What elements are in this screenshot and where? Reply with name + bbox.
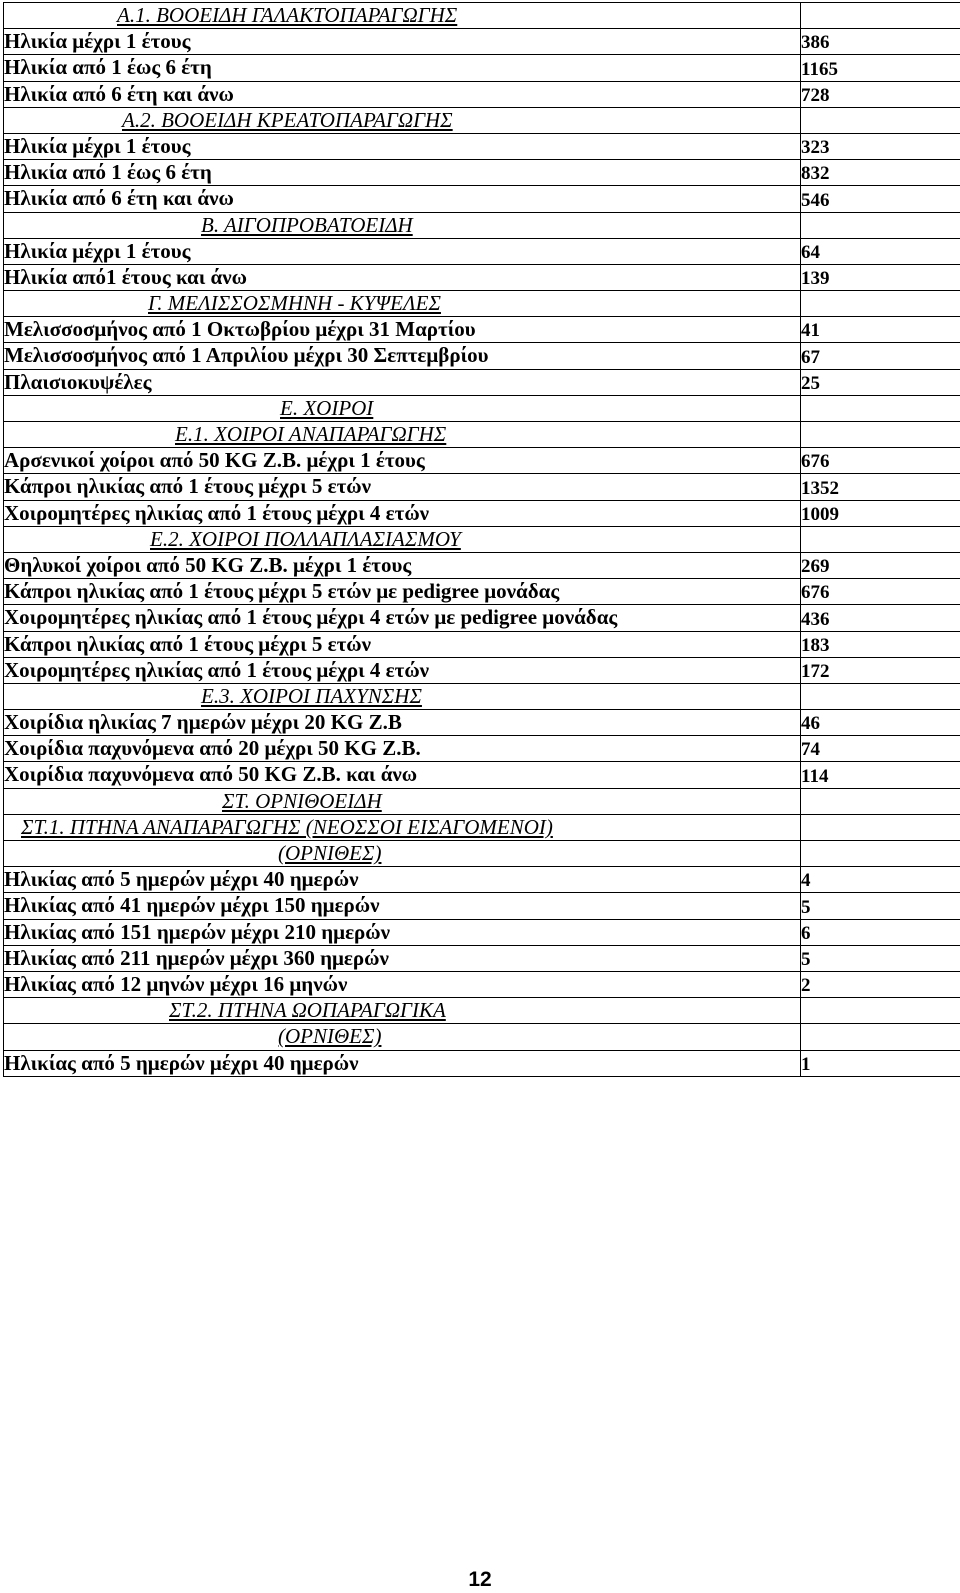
table-row: [4, 238, 960, 264]
row-label: Θηλυκοί χοίροι από 50 KG Ζ.Β. μέχρι 1 έτους: [4, 552, 801, 578]
table-row: [4, 762, 960, 788]
row-label: Ηλικία από 1 έως 6 έτη: [4, 160, 801, 186]
row-value: 5: [801, 893, 960, 919]
section-heading: Α.2. ΒΟΟΕΙΔΗ ΚΡΕΑΤΟΠΑΡΑΓΩΓΗΣ: [4, 107, 801, 133]
row-label: Ηλικίας από 151 ημερών μέχρι 210 ημερών: [4, 919, 801, 945]
row-label: Πλαισιοκυψέλες: [4, 369, 801, 395]
row-value: [801, 1024, 960, 1050]
row-value: 4: [801, 867, 960, 893]
section-row: [4, 3, 960, 29]
row-value: [801, 212, 960, 238]
row-label: Ηλικίας από 41 ημερών μέχρι 150 ημερών: [4, 893, 801, 919]
table-row: [4, 736, 960, 762]
table-row: [4, 55, 960, 81]
table-row: [4, 710, 960, 736]
section-row: [4, 526, 960, 552]
row-label: Ηλικία μέχρι 1 έτους: [4, 238, 801, 264]
row-value: [801, 422, 960, 448]
section-heading: Ε.3. ΧΟΙΡΟΙ ΠΑΧΥΝΣΗΣ: [4, 683, 801, 709]
row-value: [801, 841, 960, 867]
row-value: 6: [801, 919, 960, 945]
row-value: 25: [801, 369, 960, 395]
row-label: Αρσενικοί χοίροι από 50 KG Ζ.Β. μέχρι 1 έτους: [4, 448, 801, 474]
table-body: [4, 3, 960, 1077]
row-value: 269: [801, 552, 960, 578]
row-value: 114: [801, 762, 960, 788]
row-value: 41: [801, 317, 960, 343]
table-row: [4, 605, 960, 631]
row-label: Χοιρομητέρες ηλικίας από 1 έτους μέχρι 4 ετών με pedigree μονάδας: [4, 605, 801, 631]
row-value: 74: [801, 736, 960, 762]
section-heading: Β. ΑΙΓΟΠΡΟΒΑΤΟΕΙΔΗ: [4, 212, 801, 238]
section-heading: Ε. ΧΟΙΡΟΙ: [4, 395, 801, 421]
row-label: Κάπροι ηλικίας από 1 έτους μέχρι 5 ετών: [4, 474, 801, 500]
row-value: 139: [801, 264, 960, 290]
row-value: 546: [801, 186, 960, 212]
table-row: [4, 971, 960, 997]
row-value: [801, 291, 960, 317]
row-label: Κάπροι ηλικίας από 1 έτους μέχρι 5 ετών με pedigree μονάδας: [4, 579, 801, 605]
row-value: 172: [801, 657, 960, 683]
row-label: Ηλικίας από 5 ημερών μέχρι 40 ημερών: [4, 1050, 801, 1076]
section-row: [4, 841, 960, 867]
table-row: [4, 579, 960, 605]
row-label: Μελισσοσμήνος από 1 Απριλίου μέχρι 30 Σεπτεμβρίου: [4, 343, 801, 369]
section-heading: (ΟΡΝΙΘΕΣ): [4, 841, 801, 867]
row-label: Ηλικίας από 5 ημερών μέχρι 40 ημερών: [4, 867, 801, 893]
row-label: Ηλικίας από 211 ημερών μέχρι 360 ημερών: [4, 945, 801, 971]
table-row: [4, 552, 960, 578]
row-value: [801, 3, 960, 29]
table-row: [4, 448, 960, 474]
row-label: Ηλικία από 6 έτη και άνω: [4, 186, 801, 212]
table-row: [4, 186, 960, 212]
row-label: Ηλικία μέχρι 1 έτους: [4, 133, 801, 159]
table-row: [4, 317, 960, 343]
section-row: [4, 1024, 960, 1050]
section-heading: ΣΤ. ΟΡΝΙΘΟΕΙΔΗ: [4, 788, 801, 814]
table-row: [4, 343, 960, 369]
row-label: Χοιρίδια παχυνόμενα από 50 KG Ζ.Β. και άνω: [4, 762, 801, 788]
table-row: [4, 81, 960, 107]
row-value: 1165: [801, 55, 960, 81]
section-heading: ΣΤ.2. ΠΤΗΝΑ ΩΟΠΑΡΑΓΩΓΙΚΑ: [4, 998, 801, 1024]
row-value: 676: [801, 448, 960, 474]
section-row: [4, 998, 960, 1024]
row-value: [801, 107, 960, 133]
row-label: Ηλικίας από 12 μηνών μέχρι 16 μηνών: [4, 971, 801, 997]
row-value: [801, 683, 960, 709]
row-value: 728: [801, 81, 960, 107]
row-value: 676: [801, 579, 960, 605]
row-value: [801, 814, 960, 840]
row-value: 64: [801, 238, 960, 264]
page-number: 12: [468, 1568, 492, 1591]
row-value: [801, 998, 960, 1024]
livestock-table: [3, 2, 960, 1077]
section-heading: Α.1. ΒΟΟΕΙΔΗ ΓΑΛΑΚΤΟΠΑΡΑΓΩΓΗΣ: [4, 3, 801, 29]
section-row: [4, 395, 960, 421]
row-value: 67: [801, 343, 960, 369]
row-value: 386: [801, 29, 960, 55]
row-value: 46: [801, 710, 960, 736]
row-label: Χοιρίδια ηλικίας 7 ημερών μέχρι 20 KG Ζ.Β: [4, 710, 801, 736]
table-row: [4, 893, 960, 919]
table-row: [4, 919, 960, 945]
table-row: [4, 500, 960, 526]
section-row: [4, 683, 960, 709]
row-value: 1009: [801, 500, 960, 526]
section-row: [4, 814, 960, 840]
row-label: Μελισσοσμήνος από 1 Οκτωβρίου μέχρι 31 Μαρτίου: [4, 317, 801, 343]
section-heading: Ε.1. ΧΟΙΡΟΙ ΑΝΑΠΑΡΑΓΩΓΗΣ: [4, 422, 801, 448]
table-row: [4, 133, 960, 159]
row-label: Ηλικία από 6 έτη και άνω: [4, 81, 801, 107]
row-value: 1352: [801, 474, 960, 500]
section-row: [4, 788, 960, 814]
table-row: [4, 160, 960, 186]
row-value: 5: [801, 945, 960, 971]
table-row: [4, 474, 960, 500]
table-row: [4, 657, 960, 683]
row-value: 832: [801, 160, 960, 186]
section-row: [4, 107, 960, 133]
row-label: Χοιρομητέρες ηλικίας από 1 έτους μέχρι 4 ετών: [4, 500, 801, 526]
section-row: [4, 422, 960, 448]
table-row: [4, 1050, 960, 1076]
row-label: Ηλικία από1 έτους και άνω: [4, 264, 801, 290]
row-label: Ηλικία από 1 έως 6 έτη: [4, 55, 801, 81]
section-heading: Ε.2. ΧΟΙΡΟΙ ΠΟΛΛΑΠΛΑΣΙΑΣΜΟΥ: [4, 526, 801, 552]
row-value: 323: [801, 133, 960, 159]
row-value: [801, 788, 960, 814]
table-row: [4, 369, 960, 395]
row-label: Χοιρίδια παχυνόμενα από 20 μέχρι 50 KG Ζ.Β.: [4, 736, 801, 762]
table-row: [4, 867, 960, 893]
row-value: 2: [801, 971, 960, 997]
section-heading: (ΟΡΝΙΘΕΣ): [4, 1024, 801, 1050]
section-heading: Γ. ΜΕΛΙΣΣΟΣΜΗΝΗ - ΚΥΨΕΛΕΣ: [4, 291, 801, 317]
row-value: 1: [801, 1050, 960, 1076]
table-row: [4, 264, 960, 290]
section-row: [4, 291, 960, 317]
row-value: [801, 526, 960, 552]
row-label: Κάπροι ηλικίας από 1 έτους μέχρι 5 ετών: [4, 631, 801, 657]
row-label: Ηλικία μέχρι 1 έτους: [4, 29, 801, 55]
section-heading: ΣΤ.1. ΠΤΗΝΑ ΑΝΑΠΑΡΑΓΩΓΗΣ (ΝΕΟΣΣΟΙ ΕΙΣΑΓΟΜΕΝΟΙ): [4, 814, 801, 840]
table-row: [4, 631, 960, 657]
row-value: 183: [801, 631, 960, 657]
table-row: [4, 945, 960, 971]
row-value: 436: [801, 605, 960, 631]
table-row: [4, 29, 960, 55]
section-row: [4, 212, 960, 238]
row-value: [801, 395, 960, 421]
row-label: Χοιρομητέρες ηλικίας από 1 έτους μέχρι 4 ετών: [4, 657, 801, 683]
